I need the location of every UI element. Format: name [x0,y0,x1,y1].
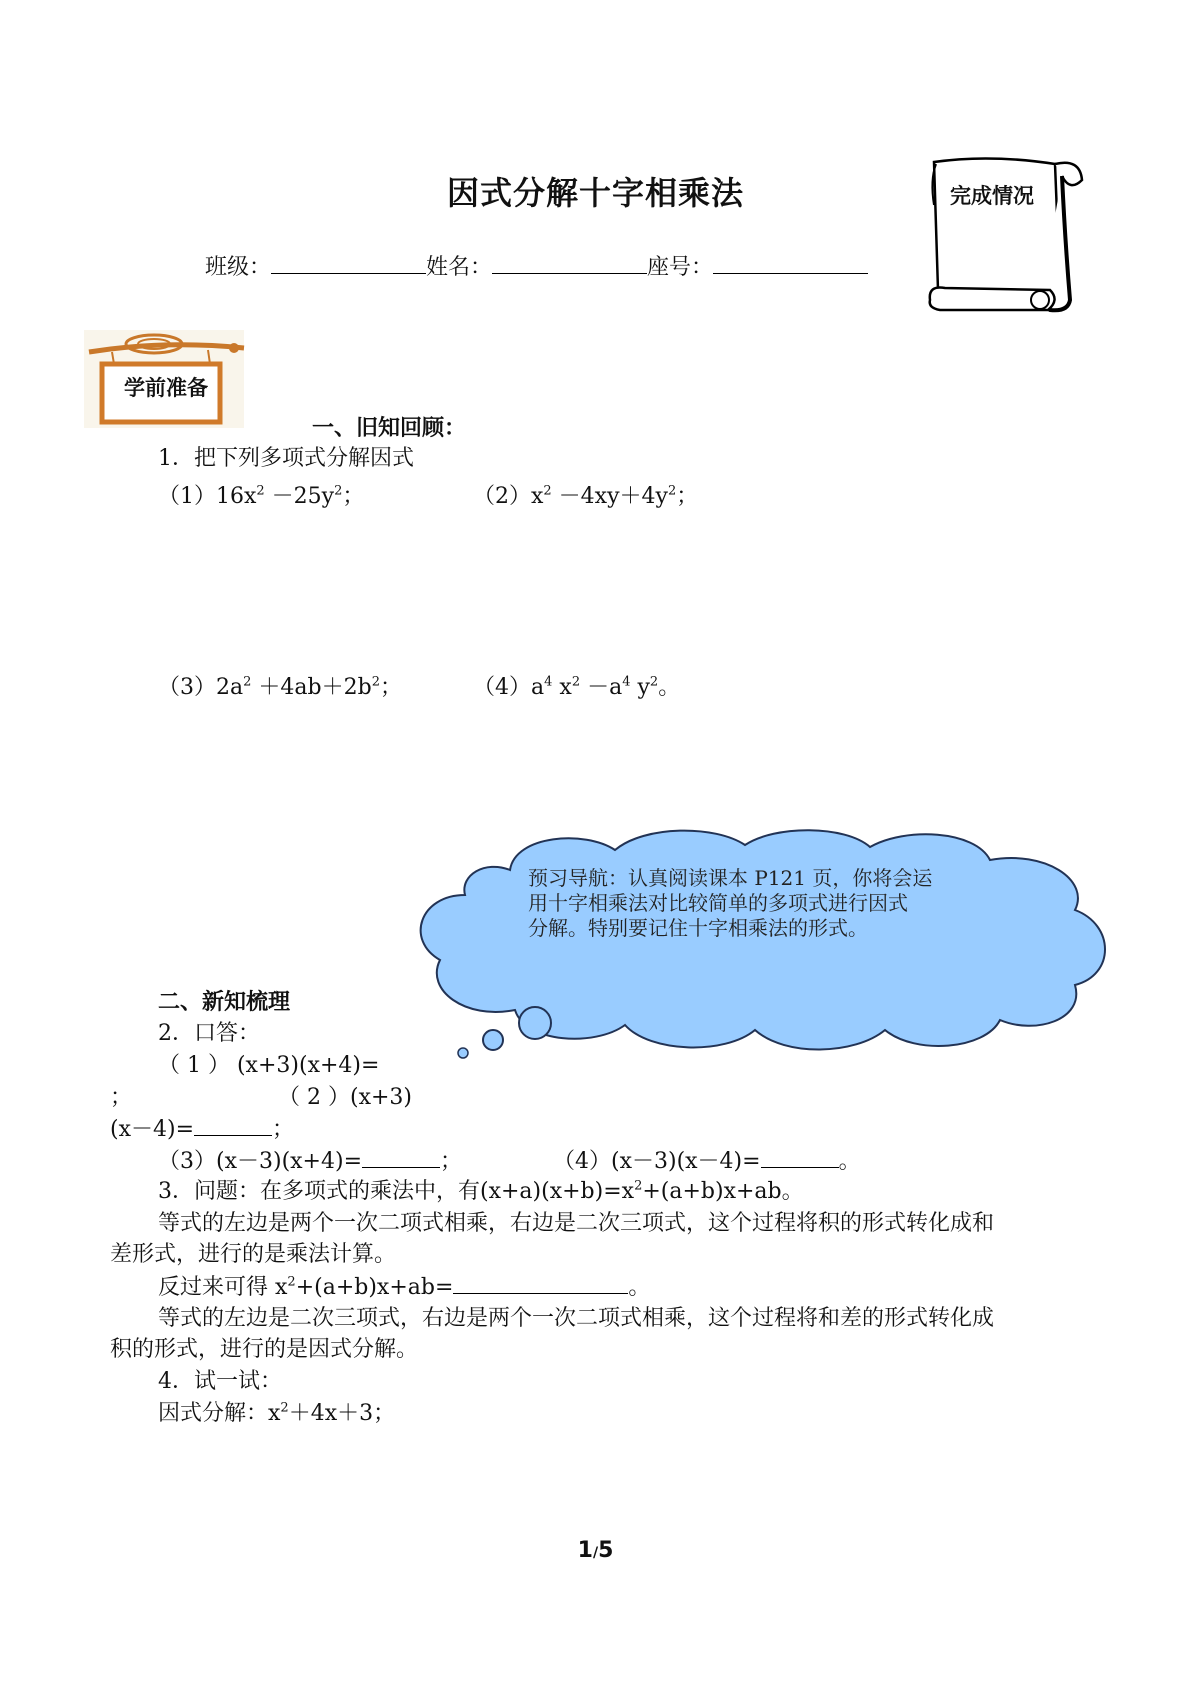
problem-1: $(1)16x^2 -25y^2$； [158,483,365,509]
q2-4-answer[interactable] [761,1147,839,1168]
completion-scroll-icon [920,150,1090,315]
q3-para2-line2: 积的形式，进行的是因式分解。 [110,1337,419,1362]
page-title: 因式分解十字相乘法 [446,174,744,212]
q3-para1-line1: 等式的左边是两个一次二项式相乘，右边是二次三项式，这个过程将积的形式转化成和 [158,1211,995,1236]
q2-intro: 2．口答： [158,1021,260,1046]
q3-para1-line2: 差形式，进行的是乘法计算。 [110,1242,397,1267]
q2-3-answer[interactable] [362,1147,440,1168]
section2-heading: 二、新知梳理 [158,989,291,1015]
preparation-label: 学前准备 [124,376,208,400]
q4-intro: 4．试一试： [158,1369,282,1394]
cloud-line-1: 预习导航：认真阅读课本 P121 页，你将会运 [528,866,933,890]
seat-label: 座号： [647,255,714,280]
seat-field[interactable] [713,253,868,274]
problem-4: $(4)a^4$ $x^2 -a^4$ $y^2$。 [473,674,681,700]
q3-reverse: 反过来可得 $x^2+(a+b)x+ab=$ 。 [158,1274,651,1300]
q2-item-3: （3）(x－3)(x+4)= ； [158,1149,463,1174]
name-field[interactable] [492,253,647,274]
q3-question: 3．问题：在多项式的乘法中，有$(x+a)(x+b)=x^2+(a+b)x+ab$。 [158,1178,804,1204]
q2-2-answer[interactable] [194,1115,272,1136]
cloud-line-2: 用十字相乘法对比较简单的多项式进行因式 [528,891,908,915]
q2-item-4: （4）(x－3)(x－4)= 。 [553,1149,861,1174]
q2-item-1: （ 1 ） (x+3)(x+4)= [158,1053,380,1078]
q3-reverse-answer[interactable] [453,1273,628,1294]
completion-label: 完成情况 [950,184,1034,208]
section1-heading: 一、旧知回顾： [312,415,467,441]
q2-item-2: （ 2 ）(x+3) [278,1085,412,1110]
page-number: 1/5 [577,1538,614,1563]
cloud-callout-icon [415,825,1115,1060]
name-label: 姓名： [426,255,493,280]
info-line [205,253,868,282]
class-field[interactable] [271,253,426,274]
q2-item-2-cont: (x－4)= ； [110,1117,295,1142]
problem-3: $(3)2a^2 +4ab+2b^2$； [158,674,402,700]
cloud-line-3: 分解。特别要记住十字相乘法的形式。 [528,916,868,940]
q4-problem: 因式分解：$x^2+4x+3$； [158,1400,396,1426]
class-label: 班级： [205,255,272,280]
q3-para2-line1: 等式的左边是二次三项式，右边是两个一次二项式相乘，这个过程将和差的形式转化成 [158,1306,995,1331]
problem-2: $(2)x^2 -4xy+4y^2$； [473,483,699,509]
q1-intro: 1．把下列多项式分解因式 [158,446,414,471]
q2-semicolon: ； [110,1085,133,1110]
